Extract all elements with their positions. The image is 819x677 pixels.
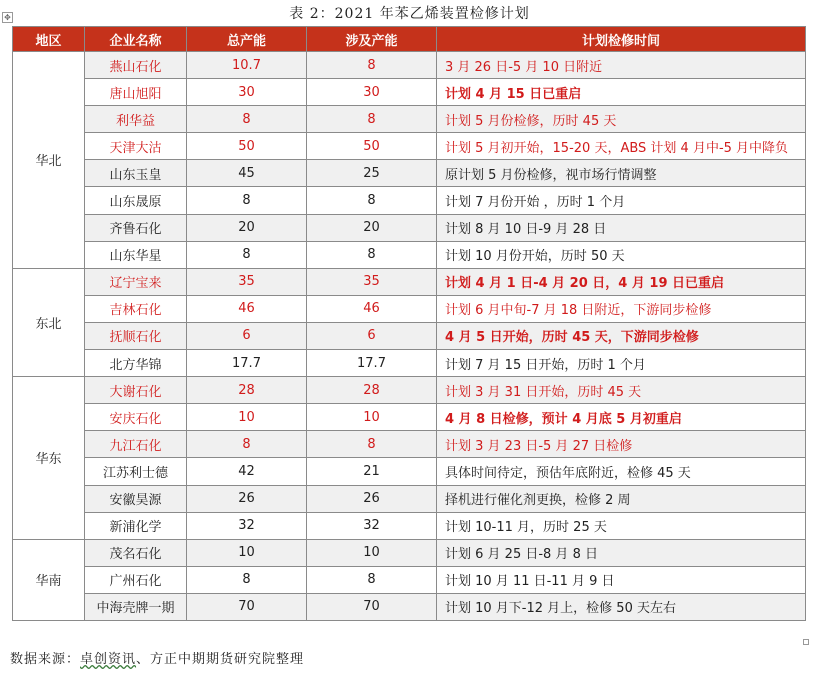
company-cell: 唐山旭阳 [85,79,187,106]
company-cell: 燕山石化 [85,52,187,79]
company-cell: 大谢石化 [85,377,187,404]
company-cell: 九江石化 [85,431,187,458]
involved-capacity-cell: 46 [307,295,437,322]
company-cell: 北方华锦 [85,350,187,377]
table-row [13,485,806,512]
involved-capacity-cell: 32 [307,512,437,539]
involved-capacity-cell: 26 [307,485,437,512]
company-cell: 辽宁宝来 [85,268,187,295]
plan-time-cell: 计划 10-11 月，历时 25 天 [437,512,806,539]
involved-capacity-cell: 35 [307,268,437,295]
total-capacity-cell: 35 [187,268,307,295]
total-capacity-cell: 17.7 [187,350,307,377]
involved-capacity-cell: 8 [307,566,437,593]
plan-time-cell: 计划 4 月 15 日已重启 [437,79,806,106]
company-cell: 广州石化 [85,566,187,593]
table-row [13,404,806,431]
company-cell: 中海壳牌一期 [85,593,187,620]
involved-capacity-cell: 25 [307,160,437,187]
company-cell: 天津大沽 [85,133,187,160]
table-row [13,431,806,458]
total-capacity-cell: 10 [187,404,307,431]
total-capacity-cell: 28 [187,377,307,404]
total-capacity-cell: 46 [187,295,307,322]
table-row [13,79,806,106]
total-capacity-cell: 32 [187,512,307,539]
table-row [13,295,806,322]
involved-capacity-cell: 28 [307,377,437,404]
table-row [13,214,806,241]
table-row [13,160,806,187]
plan-time-cell: 计划 8 月 10 日-9 月 28 日 [437,214,806,241]
table-row [13,512,806,539]
involved-capacity-cell: 8 [307,52,437,79]
table-row [13,52,806,79]
company-cell: 安徽昊源 [85,485,187,512]
plan-time-cell: 择机进行催化剂更换，检修 2 周 [437,485,806,512]
data-source-note [10,648,304,667]
company-cell: 山东晟原 [85,187,187,214]
table-row [13,187,806,214]
total-capacity-cell: 8 [187,106,307,133]
total-capacity-cell: 8 [187,431,307,458]
company-cell: 齐鲁石化 [85,214,187,241]
company-cell: 茂名石化 [85,539,187,566]
plan-time-cell: 计划 10 月 11 日-11 月 9 日 [437,566,806,593]
total-capacity-cell: 26 [187,485,307,512]
table-body [13,52,806,621]
company-cell: 江苏利士德 [85,458,187,485]
company-cell: 新浦化学 [85,512,187,539]
plan-time-cell: 具体时间待定，预估年底附近，检修 45 天 [437,458,806,485]
source-prefix: 数据来源： [10,652,81,667]
total-capacity-cell: 70 [187,593,307,620]
involved-capacity-cell: 10 [307,404,437,431]
total-capacity-cell: 50 [187,133,307,160]
total-capacity-cell: 42 [187,458,307,485]
region-cell: 华东 [13,377,85,540]
involved-capacity-cell: 20 [307,214,437,241]
table-row [13,539,806,566]
total-capacity-cell: 8 [187,187,307,214]
total-capacity-cell: 6 [187,322,307,349]
table-row [13,268,806,295]
plan-time-cell: 计划 3 月 23 日-5 月 27 日检修 [437,431,806,458]
involved-capacity-cell: 8 [307,106,437,133]
table-header-row [13,27,806,52]
table-caption: 表 2：2021 年苯乙烯装置检修计划 [289,6,530,22]
involved-capacity-cell: 21 [307,458,437,485]
plan-time-cell: 计划 7 月 15 日开始，历时 1 个月 [437,350,806,377]
table-row [13,377,806,404]
table-resize-handle[interactable] [803,639,809,645]
table-row [13,566,806,593]
involved-capacity-cell: 8 [307,187,437,214]
maintenance-plan-table [12,26,806,621]
plan-time-cell: 计划 6 月中旬-7 月 18 日附近，下游同步检修 [437,295,806,322]
plan-time-cell: 计划 6 月 25 日-8 月 8 日 [437,539,806,566]
table-row [13,106,806,133]
table-row [13,241,806,268]
region-cell: 华南 [13,539,85,620]
plan-time-cell: 3 月 26 日-5 月 10 日附近 [437,52,806,79]
plan-time-cell: 原计划 5 月份检修，视市场行情调整 [437,160,806,187]
plan-time-cell: 计划 5 月份检修，历时 45 天 [437,106,806,133]
involved-capacity-cell: 50 [307,133,437,160]
table-row [13,133,806,160]
involved-capacity-cell: 30 [307,79,437,106]
plan-time-cell: 计划 3 月 31 日开始，历时 45 天 [437,377,806,404]
company-cell: 抚顺石化 [85,322,187,349]
total-capacity-cell: 30 [187,79,307,106]
company-cell: 吉林石化 [85,295,187,322]
table-row [13,350,806,377]
company-cell: 安庆石化 [85,404,187,431]
company-cell: 山东玉皇 [85,160,187,187]
total-capacity-cell: 8 [187,566,307,593]
company-cell: 利华益 [85,106,187,133]
total-capacity-cell: 10.7 [187,52,307,79]
table-move-handle-icon[interactable]: ✥ [2,12,13,23]
plan-time-cell: 4 月 8 日检修，预计 4 月底 5 月初重启 [437,404,806,431]
source-suffix: 、方正中期期货研究院整理 [136,652,305,667]
involved-capacity-cell: 10 [307,539,437,566]
header-plan-time: 计划检修时间 [437,27,806,52]
total-capacity-cell: 8 [187,241,307,268]
table-row [13,458,806,485]
source-underlined: 卓创资讯 [80,652,137,667]
region-cell: 东北 [13,268,85,376]
plan-time-cell: 计划 7 月份开始 ，历时 1 个月 [437,187,806,214]
involved-capacity-cell: 8 [307,431,437,458]
plan-time-cell: 计划 10 月份开始，历时 50 天 [437,241,806,268]
involved-capacity-cell: 70 [307,593,437,620]
total-capacity-cell: 10 [187,539,307,566]
involved-capacity-cell: 17.7 [307,350,437,377]
header-company: 企业名称 [85,27,187,52]
header-total-capacity: 总产能 [187,27,307,52]
company-cell: 山东华星 [85,241,187,268]
involved-capacity-cell: 6 [307,322,437,349]
table-row [13,593,806,620]
total-capacity-cell: 20 [187,214,307,241]
header-region: 地区 [13,27,85,52]
plan-time-cell: 4 月 5 日开始，历时 45 天，下游同步检修 [437,322,806,349]
table-row [13,322,806,349]
header-involved-capacity: 涉及产能 [307,27,437,52]
plan-time-cell: 计划 4 月 1 日-4 月 20 日，4 月 19 日已重启 [437,268,806,295]
total-capacity-cell: 45 [187,160,307,187]
plan-time-cell: 计划 10 月下-12 月上，检修 50 天左右 [437,593,806,620]
region-cell: 华北 [13,52,85,269]
involved-capacity-cell: 8 [307,241,437,268]
plan-time-cell: 计划 5 月初开始，15-20 天，ABS 计划 4 月中-5 月中降负 [437,133,806,160]
